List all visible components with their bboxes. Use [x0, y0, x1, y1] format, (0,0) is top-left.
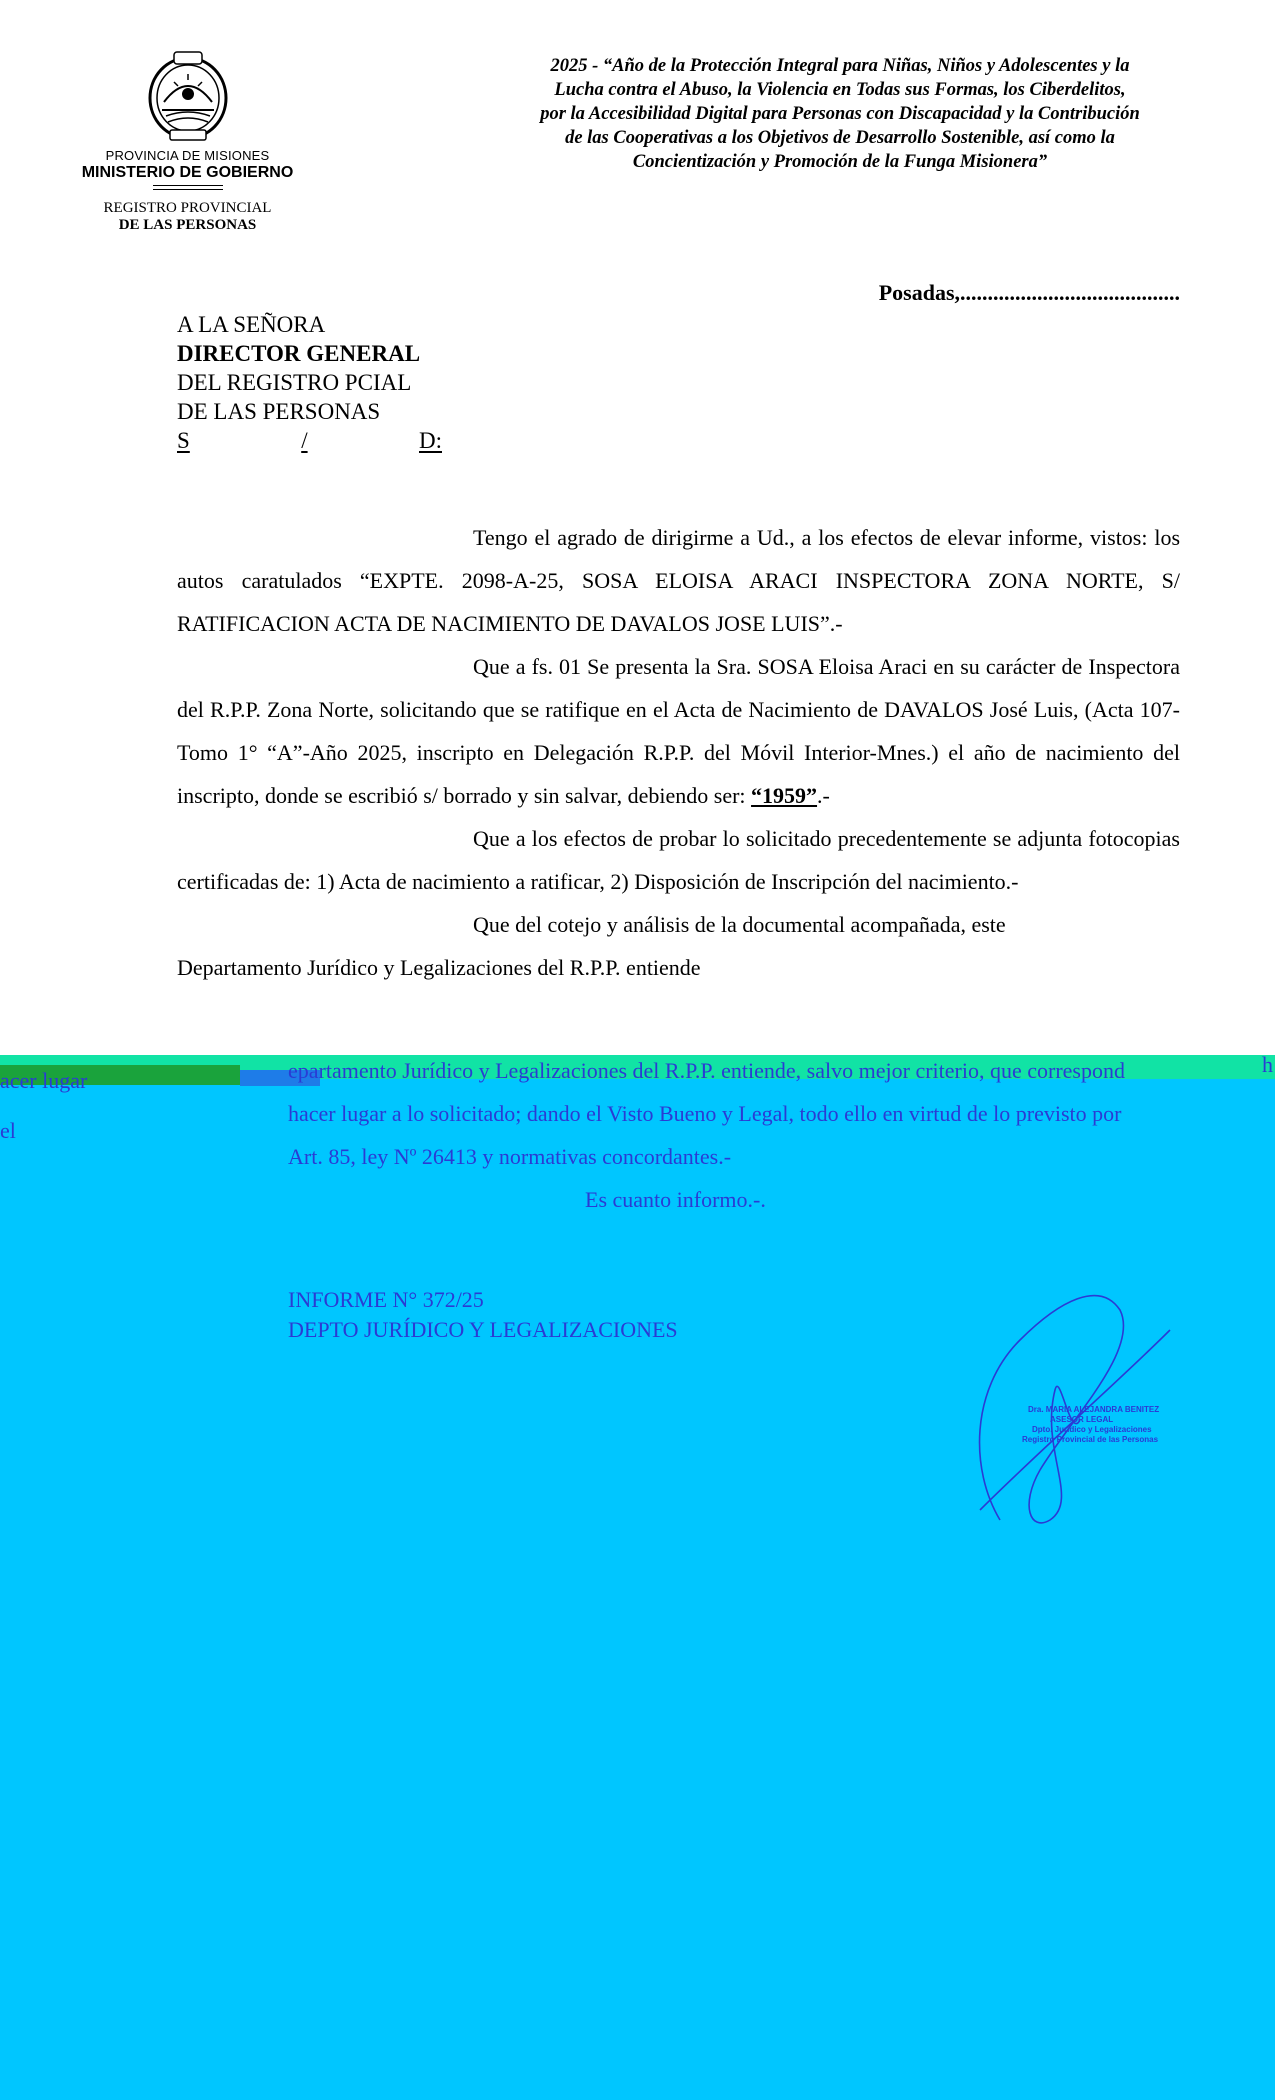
motto-line: Concientización y Promoción de la Funga Misionera”	[632, 152, 1048, 172]
motto-line: de las Cooperativas a los Objetivos de Desarrollo Sostenible, así como la	[565, 128, 1115, 148]
overlay-fragment: el	[0, 1118, 16, 1143]
overlay-fragment: acer lugar	[0, 1068, 88, 1093]
report-body	[177, 516, 1180, 989]
divider	[153, 189, 223, 190]
provincial-seal-icon	[144, 50, 232, 142]
ministry-logo	[70, 50, 305, 234]
signature-stamp	[960, 1270, 1190, 1540]
birth-year: “1959”	[751, 783, 818, 808]
paragraph-1: Tengo el agrado de dirigirme a Ud., a los efectos de elevar informe, vistos: los autos caratulados “EXPTE. 2098-A-25, SOSA ELOISA ARACI INSPECTORA ZONA NORTE, S/ RATIFICACION ACTA DE NACIMIENTO DE DAVALOS JOSE LUIS”.-	[177, 525, 1180, 636]
stamp-line: Dra. MARIA ALEJANDRA BENITEZ	[1028, 1405, 1160, 1414]
overlay-line: epartamento Jurídico y Legalizaciones del R.P.P. entiende, salvo mejor criterio, que correspond	[288, 1058, 1125, 1083]
sd-slash: /	[301, 428, 308, 453]
addressee-block	[177, 310, 442, 455]
paragraph-2	[177, 645, 1180, 817]
motto-line: por la Accesibilidad Digital para Personas con Discapacidad y la Contribución	[540, 104, 1140, 124]
province-name: PROVINCIA DE MISIONES	[105, 148, 270, 163]
stamp-line: Dpto. Jurídico y Legalizaciones	[1032, 1425, 1152, 1434]
sd-s: S	[177, 428, 190, 453]
registry-name-line2: DE LAS PERSONAS	[118, 217, 257, 233]
paragraph-2-text: Que a fs. 01 Se presenta la Sra. SOSA Eloisa Araci en su carácter de Inspectora del R.P.P. Zona Norte, solicitando que se ratifique en el Acta de Nacimiento de DAVALOS José Luis, (Acta 107-Tomo 1° “A”-Año 2025, inscripto en Delegación R.P.P. del Móvil Interior-Mnes.) el año de nacimiento del inscripto, donde se escribió s/ borrado y sin salvar, debiendo ser:	[177, 654, 1180, 808]
addressee-line: DE LAS PERSONAS	[177, 399, 381, 424]
addressee-line: A LA SEÑORA	[177, 312, 326, 337]
overlay-closing: Es cuanto informo.-.	[585, 1187, 766, 1212]
motto-line: 2025 - “Año de la Protección Integral para Niñas, Niños y Adolescentes y la	[550, 56, 1130, 76]
paragraph-4: Que del cotejo y análisis de la documental acompañada, este	[473, 912, 1006, 937]
year-motto	[490, 54, 1190, 174]
report-department: DEPTO JURÍDICO Y LEGALIZACIONES	[288, 1317, 678, 1342]
su-despacho	[177, 426, 442, 455]
overlay-line: hacer lugar a lo solicitado; dando el Visto Bueno y Legal, todo ello en virtud de lo previsto por	[288, 1101, 1122, 1126]
divider	[153, 185, 223, 186]
report-id	[288, 1285, 678, 1345]
place-date: Posadas,........................................	[878, 280, 1180, 305]
stamp-line: ASESOR LEGAL	[1050, 1415, 1114, 1424]
report-number: INFORME N° 372/25	[288, 1287, 484, 1312]
addressee-line: DEL REGISTRO PCIAL	[177, 370, 412, 395]
paragraph-3: Que a los efectos de probar lo solicitado precedentemente se adjunta fotocopias certificadas de: 1) Acta de nacimiento a ratificar, 2) Disposición de Inscripción del nacimiento.-	[177, 826, 1180, 894]
ministry-name: MINISTERIO DE GOBIERNO	[81, 164, 294, 181]
registry-name-line1: REGISTRO PROVINCIAL	[103, 200, 272, 216]
motto-line: Lucha contra el Abuso, la Violencia en Todas sus Formas, los Ciberdelitos,	[554, 80, 1126, 100]
stamp-line: Registro Provincial de las Personas	[1022, 1435, 1159, 1444]
overlay-line: Art. 85, ley Nº 26413 y normativas concordantes.-	[288, 1144, 732, 1169]
sd-d: D:	[419, 428, 442, 453]
addressee-title: DIRECTOR GENERAL	[177, 341, 421, 366]
overlay-fragment: h	[1262, 1052, 1273, 1077]
paragraph-2-end: .-	[817, 783, 830, 808]
paragraph-4-cut: Departamento Jurídico y Legalizaciones del R.P.P. entiende	[177, 955, 701, 980]
